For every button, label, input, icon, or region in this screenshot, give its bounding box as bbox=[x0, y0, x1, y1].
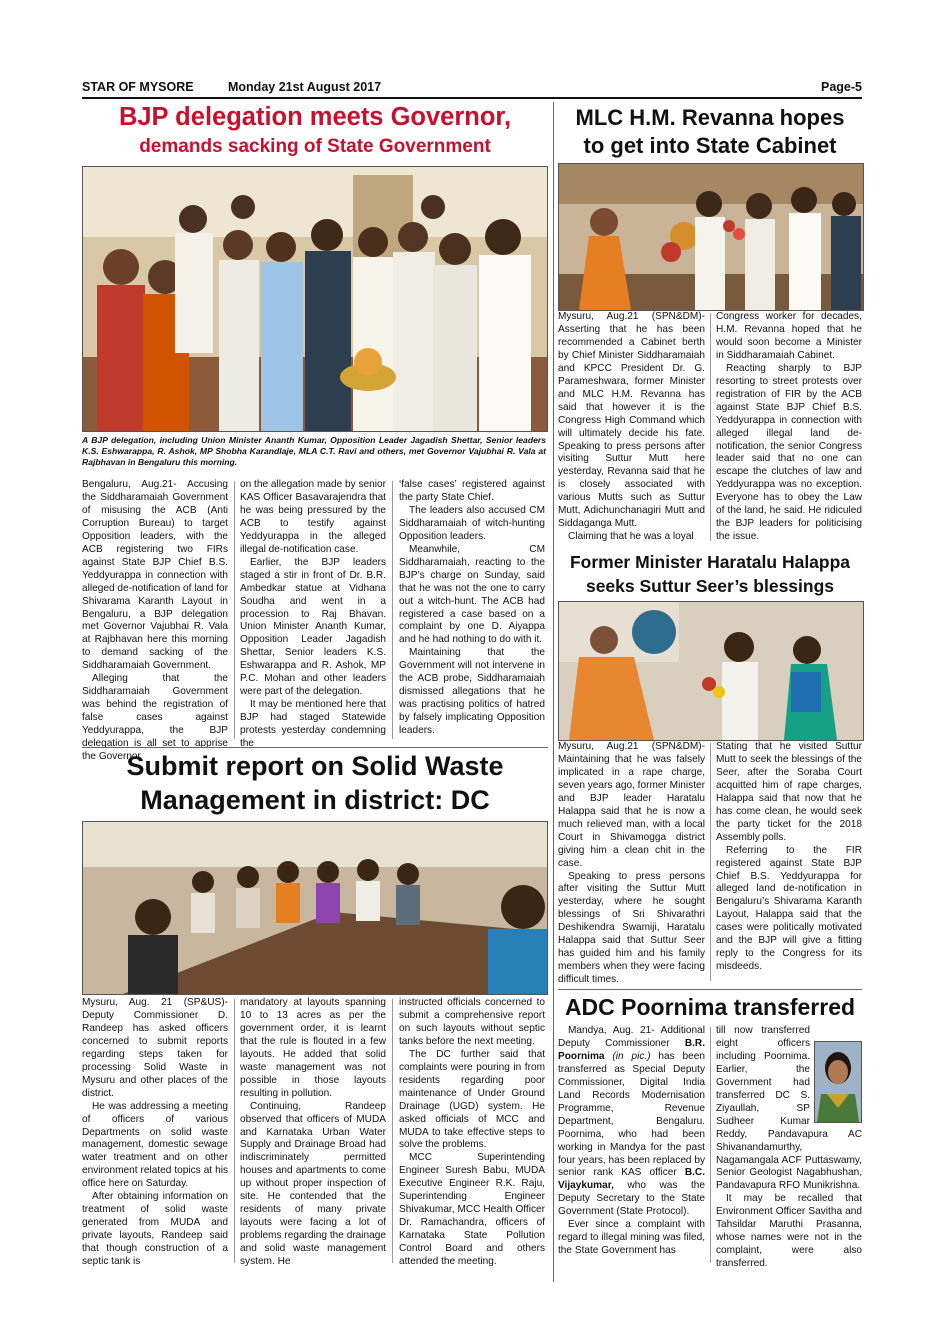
story3-paragraph: Stating that he visited Suttur Mutt to seek the blessings of the Seer, after the Soraba Court acquitted him of rape charges, Halappa said that now that he has come clean, he would seek the party ticket for the 2018 Assembly polls. bbox=[716, 741, 862, 843]
story5-person-name: B.R. Poornima bbox=[558, 1037, 705, 1062]
header-rule bbox=[82, 97, 862, 99]
story1-column-1 bbox=[82, 479, 228, 763]
story2-headline-line2: to get into State Cabinet bbox=[583, 133, 837, 158]
story-divider bbox=[558, 989, 862, 990]
story5-column-1 bbox=[558, 1025, 705, 1269]
story2-photo bbox=[558, 163, 864, 311]
story4-paragraph: After obtaining information on treatment of solid waste generated from MUDA and private layouts, Randeep said that though construction of a septic tank is bbox=[82, 1191, 228, 1268]
story3-column-1 bbox=[558, 741, 705, 987]
story1-paragraph: ‘false cases’ registered against the party State Chief. bbox=[399, 479, 545, 503]
story3-paragraph: Mysuru, Aug.21 (SPN&DM)- Maintaining that he was falsely implicated in a rape charge, seven years ago, former Minister and BJP leader Haratalu Halappa said that he is now a much relieved man, with a local Court in Shivamogga district giving him a clean chit in the case. bbox=[558, 741, 705, 869]
story4-paragraph: Continuing, Randeep observed that officers of MUDA and Karnataka Urban Water Supply and Drainage Broad had indiscriminately permitted houses and apartments to come up without proper inspection of site. He contended that the residents of many private layouts were facing a lot of problems regarding the drainage and solid waste management system. He bbox=[240, 1100, 386, 1268]
story2-paragraph: Reacting sharply to BJP resorting to street protests over registration of FIR by the ACB against State BJP Chief B.S. Yeddyurappa in connection with alleged illegal land de-notification, the senior Congress leader said that no one can escape the clutches of law and Yeddyurappa was no exception. Everyone has to obey the Law of the land, he said. He ridiculed the BJP leaders for politicising the issue. bbox=[716, 362, 862, 543]
story1-paragraph: The leaders also accused CM Siddharamaiah of witch-hunting Opposition leaders. bbox=[399, 504, 545, 542]
story4-paragraph: Mysuru, Aug. 21 (SP&US)- Deputy Commissioner D. Randeep has asked officers concerned to submit reports regarding steps taken for processing Solid Waste in Mysuru and other places of the district. bbox=[82, 997, 228, 1099]
story1-headline-line1: BJP delegation meets Governor, bbox=[118, 103, 512, 131]
story5-in-pic: (in pic.) bbox=[604, 1050, 651, 1062]
story1-headline-line2: demands sacking of State Government bbox=[139, 136, 491, 157]
story1-paragraph: Meanwhile, CM Siddharamaiah, reacting to the BJP’s charge on Sunday, said that he was not the one to carry out a witch-hunt. The ACB had registered a case based on a complaint by one D. Aiyappa and he had nothing to do with it. bbox=[399, 543, 545, 646]
story1-paragraph: Earlier, the BJP leaders staged a stir in front of Dr. B.R. Ambedkar statue at Vidhana Soudha and went in a procession to Raj Bhavan. Union Minister Ananth Kumar, Opposition Leader Jagadish Shettar, Senior leaders K.S. Eshwarappa and R. Ashok, MP P.C. Mohan and other leaders were part of the delegation. bbox=[240, 556, 386, 698]
story4-headline-line1: Submit report on Solid Waste bbox=[126, 751, 504, 781]
story5-paragraph: till now transferred eight officers including Poornima. Earlier, the Government had transferred DC S. Ziyaullah, SP Sudheer Kumar Reddy, Pandavapura AC Shivanandamurthy, Nagamangala ACF Puttaswamy, Senior Geologist Nagabhushan, Pandavapura RFO Munikrishna. bbox=[716, 1025, 862, 1192]
story4-paragraph: MCC Superintending Engineer Suresh Babu, MUDA Executive Engineer R.K. Raju, Superintending Engineer Shivakumar, MCC Health Officer Dr. Ramachandra, officers of Karnataka State Pollution Control Board and others attended the meeting. bbox=[399, 1152, 545, 1268]
publication-name: STAR OF MYSORE bbox=[82, 80, 194, 94]
story1-caption: A BJP delegation, including Union Minister Ananth Kumar, Opposition Leader Jagadish Shettar, Senior leaders K.S. Eshwarappa, R. Ashok, MP Shobha Karandlaje, MLA C.T. Ravi and others, met Governor Vajubhai R. Vala at Rajbhavan in Bengaluru this morning. bbox=[82, 435, 546, 468]
story2-paragraph: Claiming that he was a loyal bbox=[568, 531, 694, 543]
poornima-portrait bbox=[814, 1041, 862, 1123]
story5-paragraph: It may be recalled that Environment Officer Savitha and Tahsildar Maruthi Prasanna, whose names were not in the complaint, were also transferred. bbox=[716, 1193, 862, 1270]
story3-column-2 bbox=[716, 741, 862, 987]
story5-headline: ADC Poornima transferred bbox=[564, 994, 856, 1020]
column-divider bbox=[710, 743, 711, 981]
page-header bbox=[82, 80, 862, 95]
column-divider bbox=[392, 481, 393, 739]
story4-paragraph: He was addressing a meeting of officers of various Departments on solid waste management, domestic sewage water treatment and on other environment related topics at his office here on Saturday. bbox=[82, 1100, 228, 1190]
story5-lead: Mandya, Aug. 21- Additional Deputy Commissioner bbox=[558, 1025, 705, 1049]
story4-paragraph: mandatory at layouts spanning 10 to 13 acres as per the government order, it is learnt that the rule is flouted in a few layouts. He added that solid waste management was not possible in those layouts resulting in pollution. bbox=[240, 997, 386, 1099]
page-number: Page-5 bbox=[821, 80, 862, 94]
story2-headline-line1: MLC H.M. Revanna hopes bbox=[575, 105, 845, 130]
story1-column-2 bbox=[240, 479, 386, 750]
story1-paragraph: on the allegation made by senior KAS Officer Basavarajendra that he was being pressured by the ACB to testify against Yeddyurappa in the alleged illegal de-notification case. bbox=[240, 479, 386, 555]
story3-headline-line1: Former Minister Haratalu Halappa bbox=[569, 552, 851, 572]
story2-column-1 bbox=[558, 311, 705, 547]
column-divider bbox=[710, 1027, 711, 1263]
story4-column-2 bbox=[240, 997, 386, 1269]
story1-paragraph: Maintaining that the Government will not intervene in the ACB probe, Siddharamaiah dismissed allegations that he was practising politics of hatred by falsely implicating Opposition leaders. bbox=[399, 647, 545, 737]
column-divider bbox=[234, 481, 235, 739]
story3-headline-line2: seeks Suttur Seer’s blessings bbox=[585, 576, 835, 596]
story5-person-name-2: B.C. Vijaykumar, bbox=[558, 1167, 705, 1192]
issue-date: Monday 21st August 2017 bbox=[228, 80, 382, 94]
story5-body-2: who was the Deputy Secretary to the State Government (State Protocol). bbox=[558, 1180, 705, 1218]
story4-column-3 bbox=[399, 997, 545, 1269]
column-divider bbox=[234, 999, 235, 1263]
story4-column-1 bbox=[82, 997, 228, 1269]
story2-paragraph: Mysuru, Aug.21 (SPN&DM)- Asserting that he has been recommended a Cabinet berth by Chief Minister Siddharamaiah and KPCC President Dr. G. Parameshwara, former Minister and MLC H.M. Revanna has said that however it is the Congress High Command which will ultimately decide his fate. Speaking to press persons after visiting Suttur Mutt here yesterday, Revanna said that he is closely associated with various Mutts such as Suttur Mutt, Adichunchanagiri Mutt and Siddaganga Mutt. bbox=[558, 311, 705, 530]
section-divider bbox=[553, 102, 554, 1282]
story5-body: has been transferred as Special Deputy Commissioner, Digital India Land Records Modernisation Programme, Revenue Department, Bengaluru. Poornima, who had been working in Mandya for the past four years, has been replaced by senior rank KAS officer bbox=[558, 1050, 706, 1179]
story1-paragraph: It may be mentioned here that BJP had staged Statewide protests yesterday condemning the bbox=[240, 699, 386, 750]
story5-paragraph: Ever since a complaint with regard to illegal mining was filed, the State Government has bbox=[558, 1219, 705, 1257]
story2-column-2 bbox=[716, 311, 862, 547]
story-divider bbox=[82, 747, 548, 748]
story5-paragraph bbox=[558, 1025, 705, 1219]
story1-paragraph: Alleging that the Siddharamaiah Government was behind the registration of false cases against Yeddyurappa, the BJP delegation is all set to apprise the Governor bbox=[82, 673, 228, 763]
story4-photo bbox=[82, 821, 548, 995]
story3-photo bbox=[558, 601, 864, 741]
story1-photo bbox=[82, 166, 548, 432]
story4-headline-line2: Management in district: DC bbox=[140, 785, 490, 815]
story1-paragraph: Bengaluru, Aug.21- Accusing the Siddharamaiah Government of misusing the ACB (Anti Corruption Bureau) to target Opposition leaders, with the ACB registering two FIRs against State BJP Chief B.S. Yeddyurappa in connection with alleged de-notification of land for Shivarama Karanth Layout in Bengaluru, a BJP delegation met Governor Vajubhai R. Vala at Rajbhavan here this morning to demand sacking of the Siddharamaiah Government. bbox=[82, 479, 228, 672]
story1-column-3 bbox=[399, 479, 545, 743]
story4-paragraph: The DC further said that complaints were pouring in from residents regarding poor maintenance of Under Ground Drainage (UGD) system. He asked officials of MCC and MUDA to take effective steps to solve the problems. bbox=[399, 1048, 545, 1151]
story5-column-2 bbox=[716, 1025, 862, 1269]
story3-paragraph: Referring to the FIR registered against State BJP Chief B.S. Yeddyurappa for alleged land de-notification in Bengaluru’s Shivarama Karanth Layout, Halappa said that the cases were politically motivated and the BJP will give a fitting reply to the Congress for its misdeeds. bbox=[716, 844, 862, 973]
story3-paragraph: Speaking to press persons after visiting the Suttur Mutt yesterday, where he sought blessings of Sri Shivarathri Deshikendra Swamiji, Haratalu Halappa said that Suttur Seer has guided him and his family members when they were facing difficult times. bbox=[558, 870, 705, 986]
story4-paragraph: instructed officials concerned to submit a comprehensive report on such layouts without septic tanks before the next meeting. bbox=[399, 997, 545, 1047]
column-divider bbox=[392, 999, 393, 1263]
column-divider bbox=[710, 313, 711, 541]
story2-paragraph: Congress worker for decades, H.M. Revanna hoped that he would soon become a Minister in Siddharamaiah Cabinet. bbox=[716, 311, 862, 361]
